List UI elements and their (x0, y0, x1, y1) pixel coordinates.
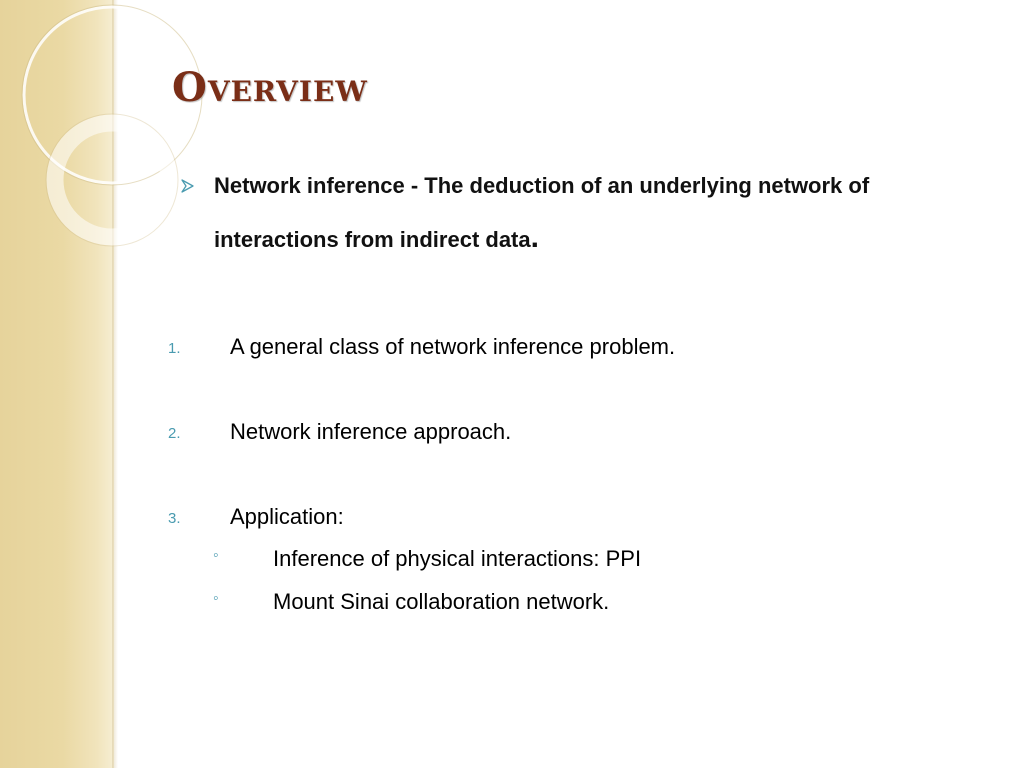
sub-list-text: Mount Sinai collaboration network. (273, 589, 610, 614)
list-number: 2. (168, 425, 181, 442)
list-number: 3. (168, 510, 181, 527)
decorative-circles (0, 0, 240, 300)
main-bullet-text (214, 160, 954, 266)
list-number: 1. (168, 340, 181, 357)
list-text: Network inference approach. (230, 419, 512, 444)
bullet-end-mark: . (530, 221, 539, 254)
list-text: A general class of network inference problem. (230, 334, 676, 359)
arrow-bullet-icon (180, 178, 196, 194)
circle-bullet-icon: ◦ (213, 590, 219, 607)
list-text: Application: (230, 504, 344, 529)
bullet-text-body: Network inference - The deduction of an underlying network of interactions from indirect data (214, 173, 870, 252)
circle-bullet-icon: ◦ (213, 547, 219, 564)
sub-list-text: Inference of physical interactions: PPI (273, 546, 642, 571)
slide-title: Overview (172, 64, 368, 111)
